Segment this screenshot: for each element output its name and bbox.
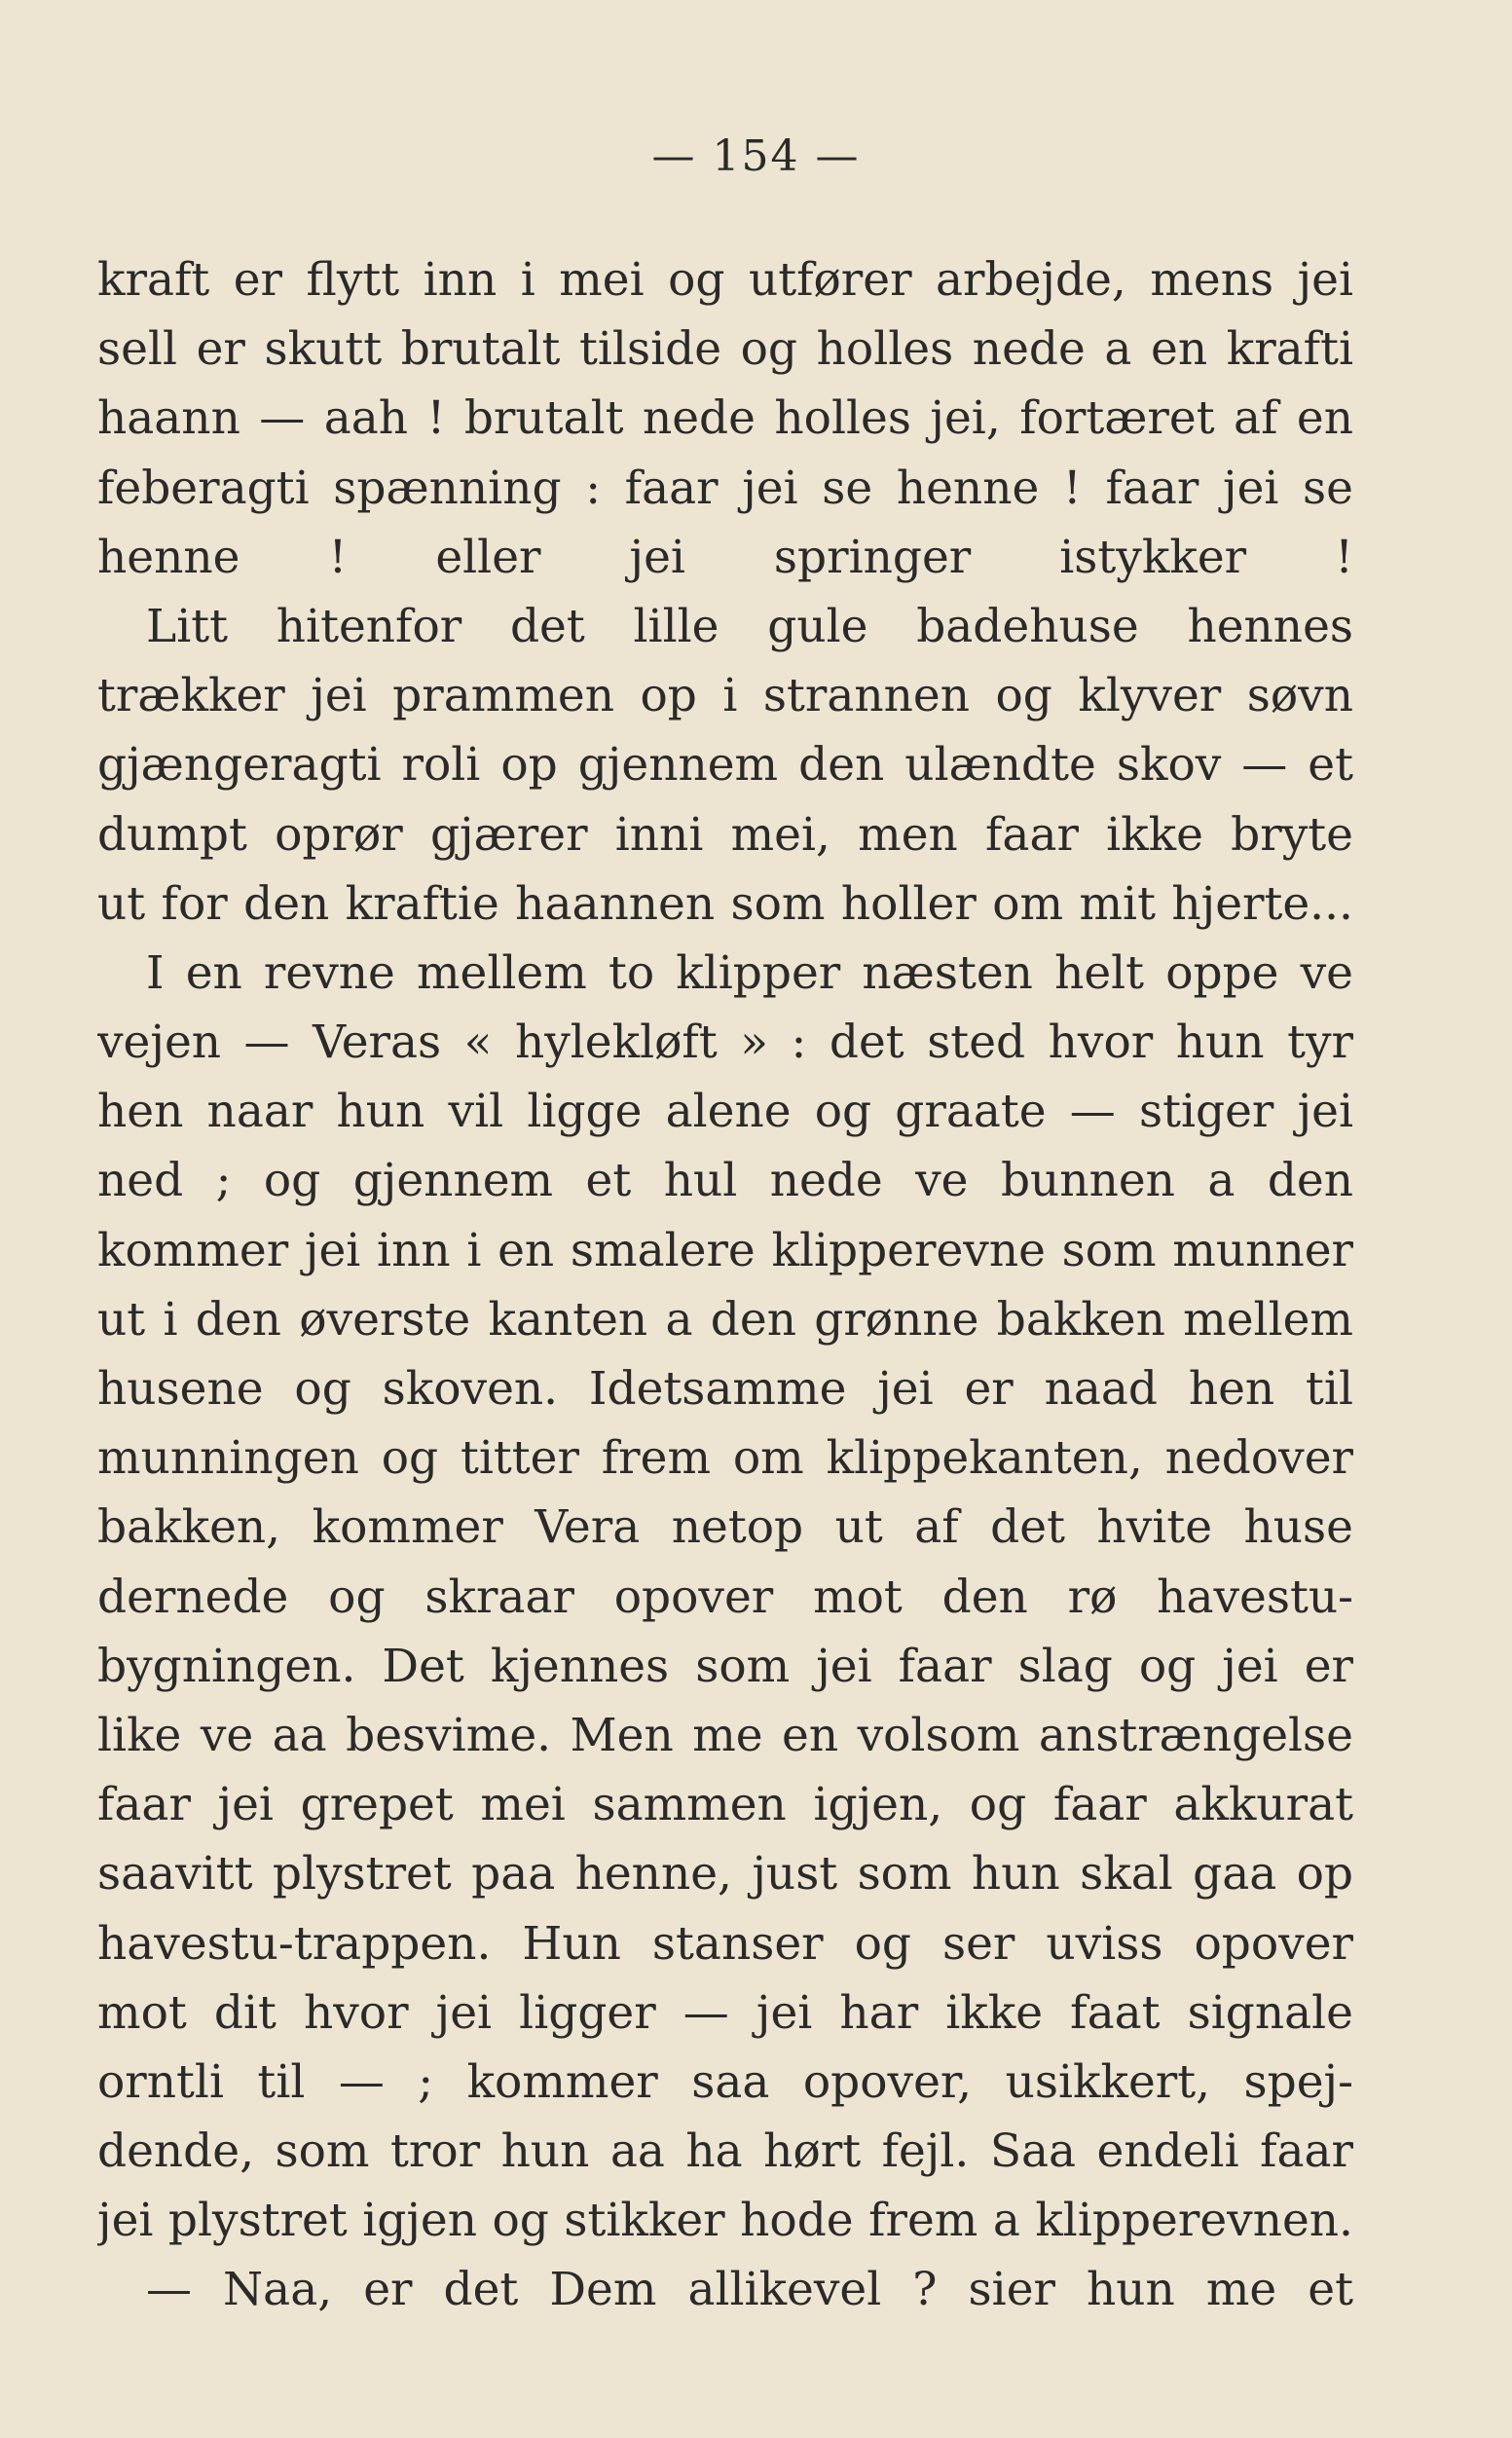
text-line: henne ! eller jei springer istykker !: [97, 530, 1353, 584]
text-line: dumpt oprør gjærer inni mei, men faar ikke bryte: [97, 807, 1353, 862]
text-line: — Naa, er det Dem allikevel ? sier hun me et: [146, 2263, 1353, 2317]
text-line: sell er skutt brutalt tilside og holles nede a en krafti: [97, 322, 1353, 377]
text-line: like ve aa besvime. Men me en volsom anstrængelse: [97, 1708, 1353, 1762]
text-line: kommer jei inn i en smalere klipperevne som munner: [97, 1223, 1353, 1277]
text-line: havestu-trappen. Hun stanser og ser uviss opover: [97, 1916, 1353, 1971]
text-line: hen naar hun vil ligge alene og graate — stiger jei: [97, 1085, 1353, 1139]
body-text: [97, 245, 1353, 2325]
text-line: feberagti spænning : faar jei se henne ! faar jei se: [97, 461, 1353, 515]
text-line: ut i den øverste kanten a den grønne bakken mellem: [97, 1292, 1353, 1347]
text-line: ned ; og gjennem et hul nede ve bunnen a den: [97, 1154, 1353, 1208]
page-number: — 154 —: [651, 131, 861, 181]
text-line: husene og skoven. Idetsamme jei er naad hen til: [97, 1362, 1353, 1416]
text-line: munningen og titter frem om klippekanten, nedover: [97, 1431, 1353, 1486]
text-line: trækker jei prammen op i strannen og klyver søvn: [97, 669, 1353, 723]
text-line: faar jei grepet mei sammen igjen, og faar akkurat: [97, 1778, 1353, 1832]
text-line: jei plystret igjen og stikker hode frem a klipperevnen.: [97, 2194, 1353, 2248]
text-line: mot dit hvor jei ligger — jei har ikke faat signale: [97, 1985, 1353, 2040]
text-line: vejen — Veras « hylekløft » : det sted hvor hun tyr: [97, 1016, 1353, 1070]
text-line: Litt hitenfor det lille gule badehuse hennes: [146, 599, 1353, 653]
text-line: dernede og skraar opover mot den rø havestu-: [97, 1570, 1353, 1624]
text-line: bakken, kommer Vera netop ut af det hvite huse: [97, 1500, 1353, 1555]
text-line: orntli til — ; kommer saa opover, usikkert, spej-: [97, 2054, 1353, 2109]
text-line: haann — aah ! brutalt nede holles jei, fortæret af en: [97, 391, 1353, 446]
text-line: ut for den kraftie haannen som holler om mit hjerte...: [97, 876, 1353, 931]
text-line: gjængeragti roli op gjennem den ulændte skov — et: [97, 738, 1353, 793]
text-line: bygningen. Det kjennes som jei faar slag og jei er: [97, 1639, 1353, 1693]
text-line: saavitt plystret paa henne, just som hun skal gaa op: [97, 1847, 1353, 1902]
text-line: dende, som tror hun aa ha hørt fejl. Saa endeli faar: [97, 2124, 1353, 2179]
text-line: I en revne mellem to klipper næsten helt oppe ve: [146, 945, 1353, 1000]
text-line: kraft er flytt inn i mei og utfører arbejde, mens jei: [97, 253, 1353, 307]
